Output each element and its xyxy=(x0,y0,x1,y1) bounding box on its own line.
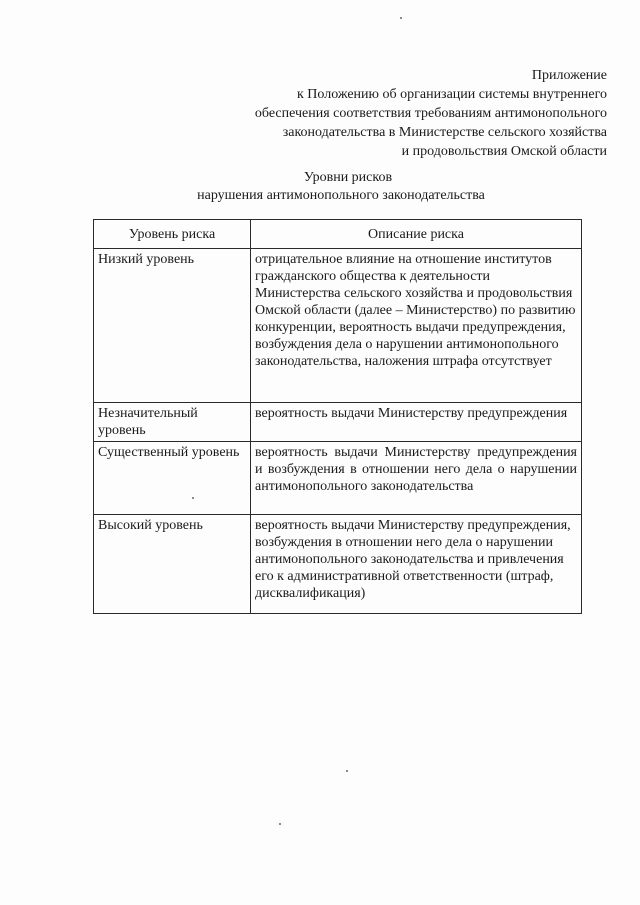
risk-description-cell: вероятность выдачи Министерству предупреждения, возбуждения в отношении него дела о нарушении антимонопольного законодательства и привлечения его к административной ответственности (штраф, дисквалификация) xyxy=(251,515,582,614)
scan-speck xyxy=(279,823,281,825)
title-line-2: нарушения антимонопольного законодательства xyxy=(197,188,485,203)
table-header-row xyxy=(94,220,582,249)
header-risk-level: Уровень риска xyxy=(94,220,251,249)
document-title xyxy=(0,169,640,205)
risk-description-cell: вероятность выдачи Министерству предупреждения и возбуждения в отношении него дела о нарушении антимонопольного законодательства xyxy=(251,442,582,515)
risk-level-cell: Существенный уровень xyxy=(94,442,251,515)
table-row xyxy=(94,249,582,403)
appendix-header xyxy=(187,66,607,161)
scan-speck xyxy=(346,770,348,772)
appendix-line: и продовольствия Омской области xyxy=(401,144,607,159)
risk-level-cell: Незначительный уровень xyxy=(94,403,251,442)
risk-description-cell: вероятность выдачи Министерству предупреждения xyxy=(251,403,582,442)
appendix-line: к Положению об организации системы внутреннего xyxy=(296,87,607,102)
risk-description-cell: отрицательное влияние на отношение институтов гражданского общества к деятельности Министерства сельского хозяйства и продовольствия Омской области (далее – Министерство) по развитию конкуренции, вероятность выдачи предупреждения, возбуждения дела о нарушении антимонопольного законодательства, наложения штрафа отсутствует xyxy=(251,249,582,403)
table-row xyxy=(94,403,582,442)
risk-level-cell: Низкий уровень xyxy=(94,249,251,403)
title-line-1: Уровни рисков xyxy=(303,170,393,185)
table-row xyxy=(94,442,582,515)
risk-levels-table xyxy=(93,219,582,614)
appendix-line: обеспечения соответствия требованиям антимонопольного xyxy=(254,106,607,121)
appendix-line: законодательства в Министерстве сельского хозяйства xyxy=(282,125,607,140)
scan-speck xyxy=(192,497,194,499)
header-risk-description: Описание риска xyxy=(251,220,582,249)
risk-level-cell: Высокий уровень xyxy=(94,515,251,614)
appendix-line: Приложение xyxy=(531,68,607,83)
table-row xyxy=(94,515,582,614)
scan-speck xyxy=(400,17,402,19)
